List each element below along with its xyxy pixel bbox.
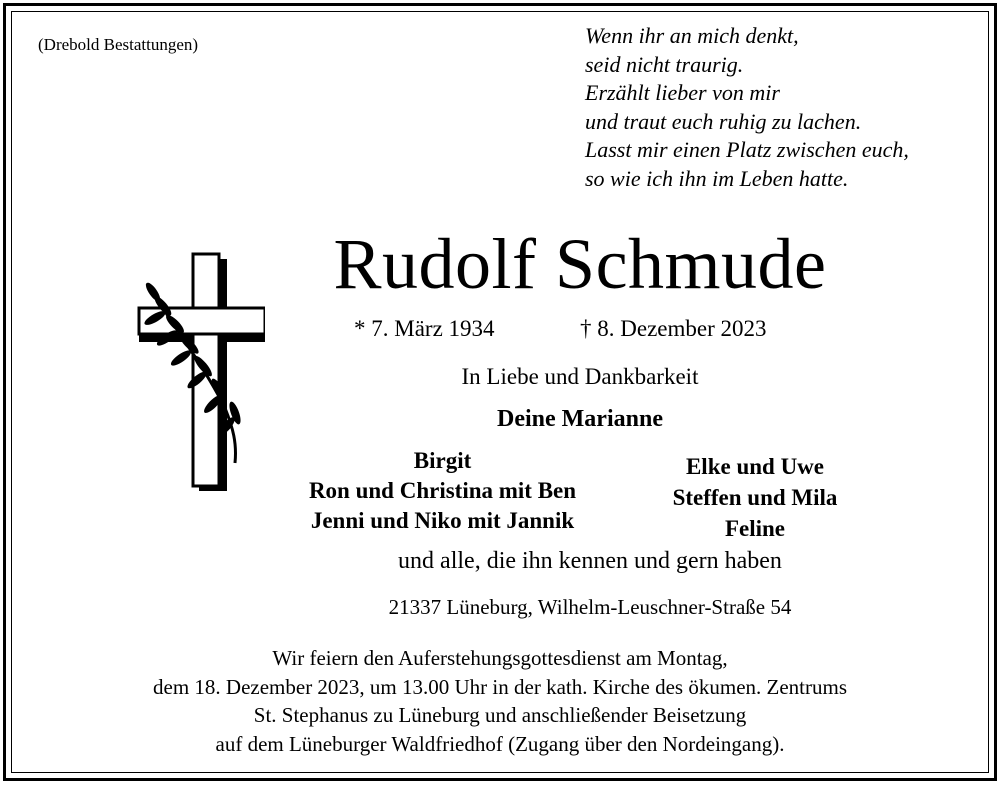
birth-date: * 7. März 1934	[354, 316, 495, 341]
all-mourners-line: und alle, die ihn kennen und gern haben	[398, 548, 782, 574]
wife-name: Deine Marianne	[497, 406, 663, 432]
service-info	[40, 644, 960, 758]
family-member: Steffen und Mila	[672, 485, 838, 510]
family-member: Feline	[724, 516, 786, 541]
family-right	[630, 451, 880, 544]
service-line: auf dem Lüneburger Waldfriedhof (Zugang über den Nordeingang).	[215, 731, 785, 756]
family-member: Elke und Uwe	[685, 454, 825, 479]
poem-line: Wenn ihr an mich denkt,	[585, 23, 799, 48]
poem-line: seid nicht traurig.	[585, 51, 744, 77]
poem-line: und traut euch ruhig zu lachen.	[585, 108, 862, 134]
service-line: Wir feiern den Auferstehungsgottesdienst am Montag,	[272, 646, 728, 670]
family-left	[270, 446, 615, 536]
poem	[585, 22, 909, 193]
poem-line: Lasst mir einen Platz zwischen euch,	[585, 137, 909, 162]
death-date: † 8. Dezember 2023	[580, 316, 767, 341]
love-line: In Liebe und Dankbarkeit	[461, 364, 699, 389]
address: 21337 Lüneburg, Wilhelm-Leuschner-Straße 54	[388, 595, 792, 619]
poem-line: so wie ich ihn im Leben hatte.	[585, 165, 849, 191]
undertaker-label: (Drebold Bestattungen)	[38, 35, 199, 54]
family-member: Birgit	[413, 448, 472, 473]
cross-with-palm-icon	[135, 248, 265, 501]
service-line: St. Stephanus zu Lüneburg und anschließender Beisetzung	[253, 703, 747, 727]
deceased-name: Rudolf Schmude	[333, 224, 827, 304]
family-member: Jenni und Niko mit Jannik	[310, 508, 575, 533]
family-member: Ron und Christina mit Ben	[308, 478, 577, 503]
poem-line: Erzählt lieber von mir	[585, 80, 780, 105]
service-line: dem 18. Dezember 2023, um 13.00 Uhr in der kath. Kirche des ökumen. Zentrums	[153, 674, 847, 699]
